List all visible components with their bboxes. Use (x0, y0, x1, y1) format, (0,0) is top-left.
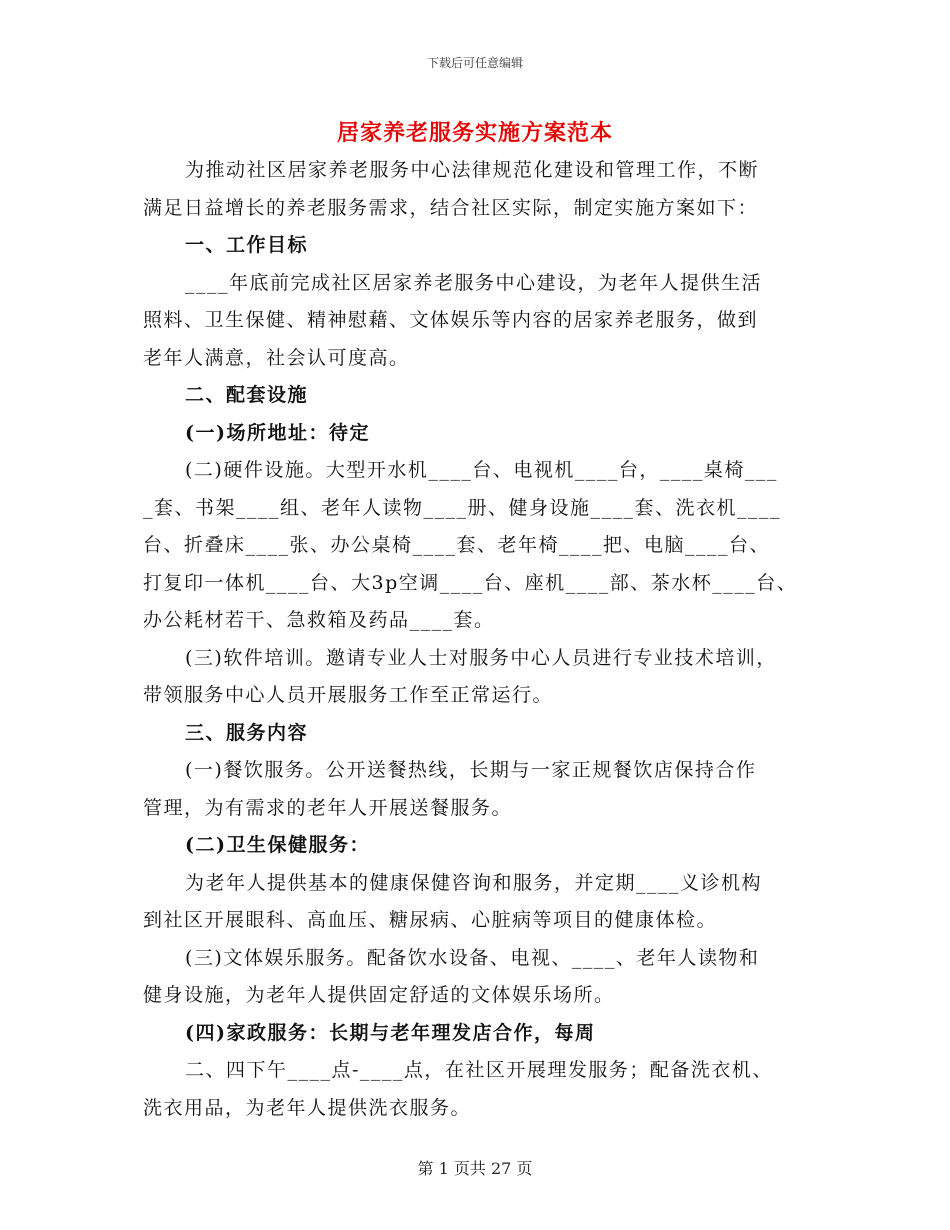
hardware-line-2: _套、书架____组、老年人读物____册、健身设施____套、洗衣机____ (143, 496, 782, 519)
section-heading-services: 三、服务内容 (185, 721, 309, 744)
section-heading-facilities: 二、配套设施 (185, 384, 309, 406)
intro-line-2: 满足日益增长的养老服务需求，结合社区实际，制定实施方案如下： (143, 196, 759, 219)
software-line-1: (三)软件培训。邀请专业人士对服务中心人员进行专业技术培训， (185, 646, 777, 669)
intro-line-1: 为推动社区居家养老服务中心法律规范化建设和管理工作，不断 (185, 159, 760, 181)
housekeeping-line-1: 二、四下午____点-____点，在社区开展理发服务；配备洗衣机、 (185, 1059, 773, 1081)
page-footer: 第 1 页共 27 页 (417, 1159, 533, 1178)
subheading-housekeeping: (四)家政服务：长期与老年理发店合作，每周 (185, 1021, 596, 1044)
subheading-health: (二)卫生保健服务： (185, 834, 370, 856)
goals-line-2: 照料、卫生保健、精神慰藉、文体娱乐等内容的居家养老服务，做到 (143, 309, 759, 331)
document-body (143, 152, 803, 1127)
hardware-line-4: 打复印一体机____台、大3p空调____台、座机____部、茶水杯____台、 (143, 571, 798, 594)
goals-line-1: ____年底前完成社区居家养老服务中心建设，为老年人提供生活 (185, 271, 763, 294)
housekeeping-line-2: 洗衣用品，为老年人提供洗衣服务。 (143, 1096, 472, 1119)
hardware-line-5: 办公耗材若干、急救箱及药品____套。 (143, 609, 495, 631)
catering-line-2: 管理，为有需求的老年人开展送餐服务。 (143, 796, 513, 819)
recreation-line-1: (三)文体娱乐服务。配备饮水设备、电视、____、老年人读物和 (185, 946, 760, 969)
subheading-location: (一)场所地址：待定 (185, 421, 370, 444)
software-line-2: 带领服务中心人员开展服务工作至正常运行。 (143, 684, 554, 706)
hardware-line-1: (二)硬件设施。大型开水机____台、电视机____台，____桌椅___ (185, 459, 778, 481)
catering-line-1: (一)餐饮服务。公开送餐热线，长期与一家正规餐饮店保持合作 (185, 759, 757, 781)
goals-line-3: 老年人满意，社会认可度高。 (143, 346, 410, 369)
recreation-line-2: 健身设施，为老年人提供固定舒适的文体娱乐场所。 (143, 984, 615, 1006)
health-line-2: 到社区开展眼科、高血压、糖尿病、心脏病等项目的健康体检。 (143, 909, 718, 931)
hardware-line-3: 台、折叠床____张、办公桌椅____套、老年椅____把、电脑____台、 (143, 534, 771, 556)
section-heading-goals: 一、工作目标 (185, 234, 309, 256)
header-note: 下载后可任意编辑 (426, 56, 523, 70)
health-line-1: 为老年人提供基本的健康保健咨询和服务，并定期____义诊机构 (185, 871, 763, 894)
document-title: 居家养老服务实施方案范本 (336, 120, 613, 146)
